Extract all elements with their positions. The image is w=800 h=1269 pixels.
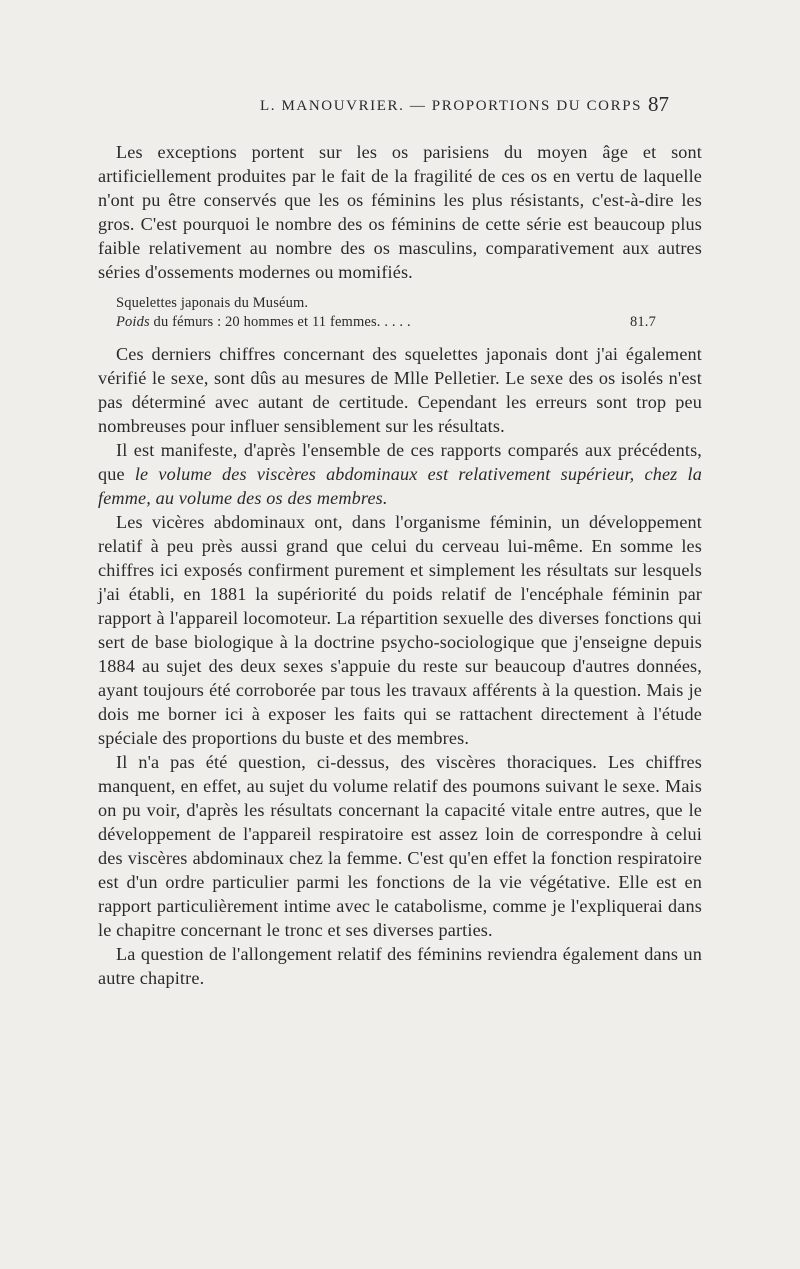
paragraph xyxy=(98,438,702,510)
page-number: 87 xyxy=(648,92,669,116)
note-row xyxy=(98,313,702,332)
paragraph: Les exceptions portent sur les os parisiens du moyen âge et sont artificiellement produites par le fait de la fragilité de ces os en vertu de laquelle n'ont pu être conservés que les os féminins les plus résistants, c'est-à-dire les gros. C'est pourquoi le nombre des os féminins de cette série est beaucoup plus faible relativement au nombre des os masculins, comparativement aux autres séries d'ossements modernes ou momifiés. xyxy=(98,142,702,282)
note-label-italic: Poids xyxy=(116,314,150,330)
paragraph: La question de l'allongement relatif des féminins reviendra également dans un autre chapitre. xyxy=(98,944,702,988)
paragraph: Ces derniers chiffres concernant des squelettes japonais dont j'ai également vérifié le sexe, sont dûs au mesures de Mlle Pelletier. Le sexe des os isolés n'est pas déterminé avec autant de certitude. Cependant les erreurs sont trop peu nombreuses pour influer sensiblement sur les résultats. xyxy=(98,344,702,436)
emphasis-text: le volume des viscères abdominaux est relativement supérieur, chez la femme, au volume des os des membres. xyxy=(98,464,702,508)
paragraph-text: Il est manifeste, d'après l'ensemble de ces rapports comparés aux précédents, que xyxy=(98,440,702,484)
paragraph: Il n'a pas été question, ci-dessus, des viscères thoraciques. Les chiffres manquent, en effet, au sujet du volume relatif des poumons suivant le sexe. Mais on pu voir, d'après les résultats concernant la capacité vitale entre autres, que le développement de l'appareil respiratoire est assez loin de correspondre à celui des viscères abdominaux chez la femme. C'est qu'en effet la fonction respiratoire est d'un ordre particulier parmi les fonctions de la vie végétative. Elle est en rapport particulièrement intime avec le catabolisme, comme je l'expliquerai dans le chapitre concernant le tronc et ses diverses parties. xyxy=(98,752,702,940)
data-note xyxy=(98,294,702,332)
note-label: du fémurs : 20 hommes et 11 femmes. . . . . xyxy=(149,314,411,330)
paragraph: Les vicères abdominaux ont, dans l'organisme féminin, un développement relatif à peu près aussi grand que celui du cerveau lui-même. En somme les chiffres ici exposés confirment purement et simplement les résultats sur lesquels j'ai établi, en 1881 la supériorité du poids relatif de l'encéphale féminin par rapport à l'appareil locomoteur. La répartition sexuelle des diverses fonctions qui sert de base biologique à la doctrine psycho-sociologique que j'enseigne depuis 1884 au sujet des deux sexes s'appuie du reste sur beaucoup d'autres données, ayant toujours été corroborée par tous les travaux afférents à la question. Mais je dois me borner ici à exposer les faits qui se rattachent directement à l'étude spéciale des proportions du buste et des membres. xyxy=(98,512,702,748)
note-value: 81.7 xyxy=(630,314,656,330)
note-title: Squelettes japonais du Muséum. xyxy=(116,295,309,311)
main-text xyxy=(98,140,702,990)
running-header: L. MANOUVRIER. — PROPORTIONS DU CORPS xyxy=(260,98,643,114)
